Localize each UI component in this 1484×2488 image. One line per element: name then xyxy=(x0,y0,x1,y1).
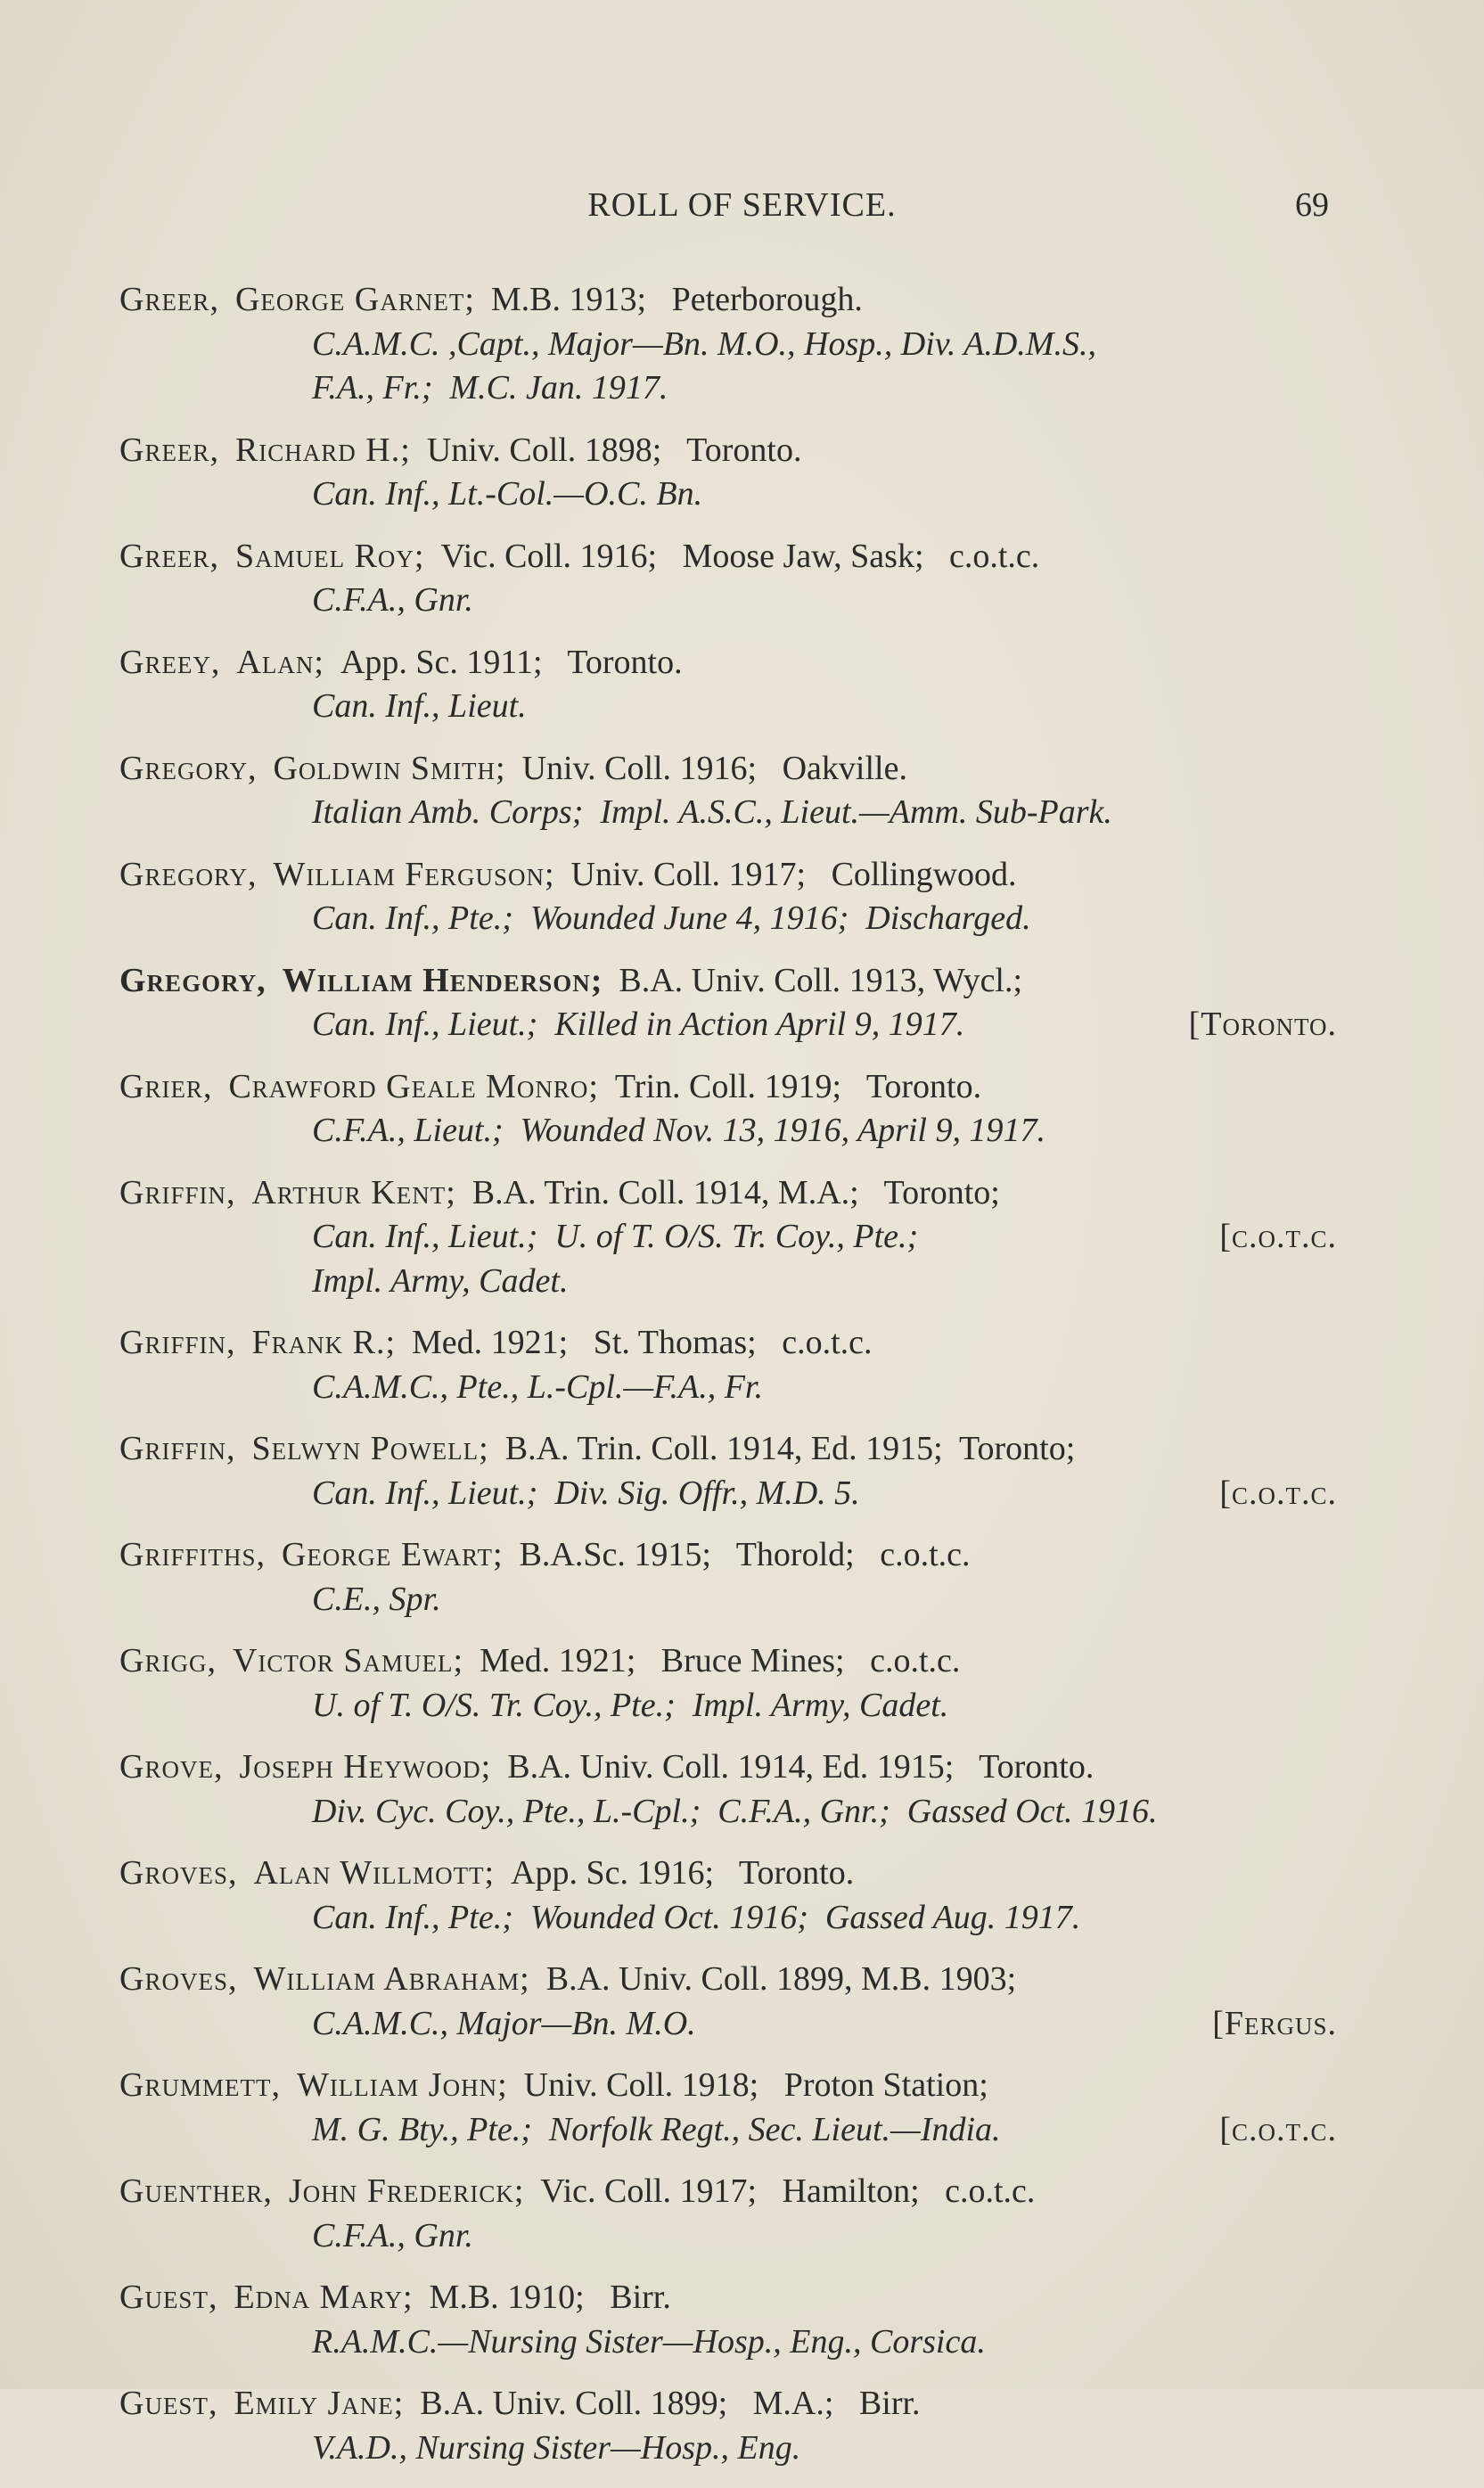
entry-service-text: C.F.A., Lieut.; Wounded Nov. 13, 1916, April 9, 1917. xyxy=(312,1112,1045,1149)
entry-service-line xyxy=(119,1260,1337,1304)
entry-given-names: Richard H.; xyxy=(234,431,411,469)
entry-service-line xyxy=(119,2002,1337,2047)
page-number: 69 xyxy=(1295,186,1329,224)
entry-service-line xyxy=(119,2426,1337,2471)
entry-given-names: William John; xyxy=(296,2066,508,2104)
entry-name-line xyxy=(119,1639,1337,1684)
entry-name-line xyxy=(119,747,1337,792)
entry-service-text: F.A., Fr.; M.C. Jan. 1917. xyxy=(312,369,668,406)
entry-given-names: Emily Jane; xyxy=(234,2385,405,2422)
entry-surname: Greer, xyxy=(119,431,219,469)
entry-service-line xyxy=(119,1684,1337,1728)
entry-given-names: Selwyn Powell; xyxy=(251,1430,489,1467)
entry-given-names: Victor Samuel; xyxy=(232,1642,464,1679)
entry-name-line xyxy=(119,1745,1337,1790)
entry-surname: Griffin, xyxy=(119,1324,236,1361)
entry-service-text: Can. Inf., Lieut.; Div. Sig. Offr., M.D. 5. xyxy=(312,1474,860,1512)
roll-entry xyxy=(119,2276,1337,2364)
entry-given-names: Alan; xyxy=(236,643,324,681)
entry-trailing-note: [Toronto. xyxy=(1188,1006,1337,1043)
entry-given-names: George Ewart; xyxy=(281,1536,504,1573)
entry-affiliation: Univ. Coll. 1918; Proton Station; xyxy=(523,2066,988,2104)
entry-service-text: C.E., Spr. xyxy=(312,1580,441,1618)
roll-entry xyxy=(119,429,1337,517)
entry-service-line xyxy=(119,366,1337,411)
entry-affiliation: Med. 1921; Bruce Mines; c.o.t.c. xyxy=(480,1642,961,1679)
entry-affiliation: App. Sc. 1916; Toronto. xyxy=(511,1854,855,1892)
entry-service-text: Italian Amb. Corps; Impl. A.S.C., Lieut.—Amm. Sub-Park. xyxy=(312,793,1112,831)
entry-service-text: V.A.D., Nursing Sister—Hosp., Eng. xyxy=(312,2428,801,2467)
entry-service-line xyxy=(119,791,1337,835)
entry-name-line xyxy=(119,1321,1337,1366)
entry-affiliation: Univ. Coll. 1916; Oakville. xyxy=(521,749,907,787)
entry-service-text: C.A.M.C., Pte., L.-Cpl.—F.A., Fr. xyxy=(312,1367,763,1406)
entry-service-line xyxy=(119,2320,1337,2365)
entry-service-line xyxy=(119,579,1337,623)
entry-service-text: Can. Inf., Lieut.; U. of T. O/S. Tr. Coy., Pte.; xyxy=(312,1218,919,1255)
entry-service-text: R.A.M.C.—Nursing Sister—Hosp., Eng., Corsica. xyxy=(312,2322,986,2361)
entry-given-names: Alan Willmott; xyxy=(253,1854,496,1892)
entry-name-line xyxy=(119,2170,1337,2214)
entry-service-text: M. G. Bty., Pte.; Norfolk Regt., Sec. Lieut.—India. xyxy=(312,2110,1001,2148)
entry-service-line xyxy=(119,1896,1337,1941)
entry-service-line xyxy=(119,1366,1337,1410)
entry-service-text: C.F.A., Gnr. xyxy=(312,581,473,619)
entry-service-text: U. of T. O/S. Tr. Coy., Pte.; Impl. Army, Cadet. xyxy=(312,1686,949,1724)
entry-name-line xyxy=(119,2276,1337,2320)
roll-entry xyxy=(119,1427,1337,1515)
roll-entry xyxy=(119,959,1337,1047)
entry-service-line xyxy=(119,1790,1337,1835)
entry-given-names: George Garnet; xyxy=(234,281,475,318)
entry-surname: Gregory, xyxy=(119,855,258,893)
entry-affiliation: M.B. 1910; Birr. xyxy=(429,2279,671,2316)
entry-trailing-note: [c.o.t.c. xyxy=(1219,1474,1337,1512)
entry-name-line xyxy=(119,1427,1337,1472)
entry-name-line xyxy=(119,1533,1337,1578)
entry-name-line xyxy=(119,1065,1337,1110)
roll-entry xyxy=(119,535,1337,623)
entry-affiliation: B.A. Univ. Coll. 1913, Wycl.; xyxy=(619,961,1023,999)
entry-affiliation: Univ. Coll. 1898; Toronto. xyxy=(426,431,802,469)
entry-service-line xyxy=(119,472,1337,517)
entry-name-line xyxy=(119,2064,1337,2108)
entry-affiliation: B.A. Trin. Coll. 1914, M.A.; Toronto; xyxy=(471,1173,1000,1211)
roll-entry xyxy=(119,1852,1337,1940)
entry-given-names: John Frederick; xyxy=(288,2172,525,2210)
entry-service-line xyxy=(119,1215,1337,1260)
entry-surname: Griffiths, xyxy=(119,1536,266,1573)
roll-entries xyxy=(119,278,1337,2488)
entry-service-line xyxy=(119,2214,1337,2259)
entry-name-line xyxy=(119,2382,1337,2426)
entry-affiliation: Univ. Coll. 1917; Collingwood. xyxy=(570,855,1017,893)
roll-entry xyxy=(119,1171,1337,1304)
entry-surname: Griffin, xyxy=(119,1430,236,1467)
entry-affiliation: B.A.Sc. 1915; Thorold; c.o.t.c. xyxy=(519,1536,971,1573)
roll-entry xyxy=(119,2382,1337,2470)
roll-entry xyxy=(119,853,1337,941)
entry-name-line xyxy=(119,429,1337,473)
entry-service-line xyxy=(119,1578,1337,1622)
roll-entry xyxy=(119,1639,1337,1728)
entry-affiliation: Med. 1921; St. Thomas; c.o.t.c. xyxy=(412,1324,873,1361)
entry-surname: Gregory, xyxy=(119,749,258,787)
entry-service-text: Can. Inf., Pte.; Wounded Oct. 1916; Gassed Aug. 1917. xyxy=(312,1898,1081,1936)
entry-affiliation: B.A. Univ. Coll. 1899; M.A.; Birr. xyxy=(420,2385,921,2422)
entry-surname: Greey, xyxy=(119,643,221,681)
entry-surname: Greer, xyxy=(119,537,219,575)
entry-given-names: Goldwin Smith; xyxy=(273,749,506,787)
entry-name-line xyxy=(119,853,1337,898)
entry-name-line xyxy=(119,641,1337,686)
entry-service-text: C.A.M.C., Major—Bn. M.O. xyxy=(312,2004,696,2042)
entry-affiliation: B.A. Univ. Coll. 1899, M.B. 1903; xyxy=(545,1960,1017,1998)
roll-entry xyxy=(119,2064,1337,2152)
entry-trailing-note: [Fergus. xyxy=(1212,2004,1337,2042)
roll-entry xyxy=(119,2170,1337,2258)
entry-affiliation: Vic. Coll. 1916; Moose Jaw, Sask; c.o.t.c. xyxy=(440,537,1040,575)
entry-affiliation: Vic. Coll. 1917; Hamilton; c.o.t.c. xyxy=(540,2172,1036,2210)
entry-affiliation: B.A. Univ. Coll. 1914, Ed. 1915; Toronto. xyxy=(507,1748,1095,1786)
entry-name-line xyxy=(119,278,1337,323)
entry-given-names: Frank R.; xyxy=(251,1324,397,1361)
entry-service-text: C.A.M.C. ,Capt., Major—Bn. M.O., Hosp., Div. A.D.M.S., xyxy=(312,324,1096,363)
entry-service-line xyxy=(119,1109,1337,1154)
entry-surname: Grier, xyxy=(119,1067,213,1105)
entry-surname: Groves, xyxy=(119,1854,238,1892)
entry-surname: Griffin, xyxy=(119,1173,236,1211)
entry-service-line xyxy=(119,897,1337,941)
entry-given-names: Crawford Geale Monro; xyxy=(228,1067,599,1105)
entry-surname: Groves, xyxy=(119,1960,238,1998)
entry-service-text: Div. Cyc. Coy., Pte., L.-Cpl.; C.F.A., Gnr.; Gassed Oct. 1916. xyxy=(312,1792,1158,1830)
entry-surname: Greer, xyxy=(119,281,219,318)
entry-name-line xyxy=(119,1958,1337,2002)
entry-service-line xyxy=(119,1472,1337,1516)
roll-entry xyxy=(119,641,1337,729)
roll-entry xyxy=(119,278,1337,411)
entry-service-line xyxy=(119,1003,1337,1047)
entry-service-text: Can. Inf., Pte.; Wounded June 4, 1916; Discharged. xyxy=(312,899,1031,937)
entry-affiliation: Trin. Coll. 1919; Toronto. xyxy=(614,1067,982,1105)
roll-entry xyxy=(119,1533,1337,1622)
entry-name-line xyxy=(119,959,1337,1004)
entry-given-names: William Abraham; xyxy=(253,1960,530,1998)
entry-service-text: Can. Inf., Lt.-Col.—O.C. Bn. xyxy=(312,475,703,513)
page-header xyxy=(0,185,1484,230)
entry-given-names: Samuel Roy; xyxy=(234,537,425,575)
entry-given-names: Arthur Kent; xyxy=(251,1173,456,1211)
entry-surname: Guest, xyxy=(119,2279,218,2316)
entry-given-names: Edna Mary; xyxy=(234,2279,414,2316)
entry-surname: Grummett, xyxy=(119,2066,281,2104)
entry-service-text: Impl. Army, Cadet. xyxy=(312,1261,569,1300)
entry-name-line xyxy=(119,1171,1337,1216)
entry-service-text: Can. Inf., Lieut.; Killed in Action April 9, 1917. xyxy=(312,1006,965,1043)
entry-name-line xyxy=(119,1852,1337,1896)
entry-affiliation: App. Sc. 1911; Toronto. xyxy=(340,643,683,681)
entry-given-names: William Ferguson; xyxy=(273,855,555,893)
entry-surname: Guest, xyxy=(119,2385,218,2422)
entry-affiliation: M.B. 1913; Peterborough. xyxy=(490,281,863,318)
entry-affiliation: B.A. Trin. Coll. 1914, Ed. 1915; Toronto; xyxy=(504,1430,1076,1467)
entry-service-line xyxy=(119,323,1337,367)
running-head: ROLL OF SERVICE. xyxy=(587,186,897,224)
roll-entry xyxy=(119,747,1337,835)
entry-name-line xyxy=(119,535,1337,579)
entry-surname: Gregory, xyxy=(119,961,266,999)
roll-entry xyxy=(119,1958,1337,2046)
entry-surname: Grigg, xyxy=(119,1642,217,1679)
entry-surname: Grove, xyxy=(119,1748,224,1786)
roll-entry xyxy=(119,1321,1337,1409)
entry-service-text: C.F.A., Gnr. xyxy=(312,2216,473,2254)
entry-service-line xyxy=(119,685,1337,729)
entry-given-names: William Henderson; xyxy=(282,961,603,999)
roll-entry xyxy=(119,1745,1337,1834)
entry-service-text: Can. Inf., Lieut. xyxy=(312,687,527,725)
entry-given-names: Joseph Heywood; xyxy=(239,1748,492,1786)
roll-entry xyxy=(119,1065,1337,1154)
entry-trailing-note: [c.o.t.c. xyxy=(1219,2110,1337,2148)
entry-trailing-note: [c.o.t.c. xyxy=(1219,1218,1337,1255)
entry-service-line xyxy=(119,2108,1337,2153)
entry-surname: Guenther, xyxy=(119,2172,273,2210)
